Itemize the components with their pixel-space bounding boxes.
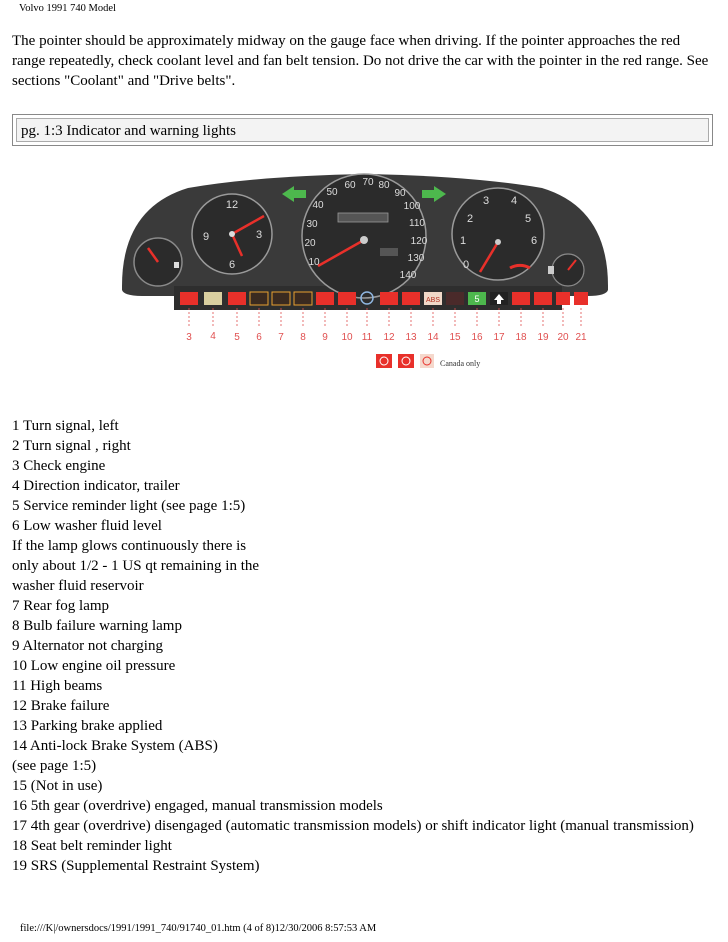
list-item: If the lamp glows continuously there is [12,538,247,554]
service-reminder-lamp [228,292,246,305]
list-item: 11 High beams [12,678,103,694]
callout-number: 10 [341,332,353,343]
list-item: 4 Direction indicator, trailer [12,478,180,494]
srs-lamp [534,292,552,305]
warning-lights-row [180,292,588,305]
callout-number: 4 [210,331,216,342]
callout-number: 20 [557,332,569,343]
list-item: 12 Brake failure [12,698,110,714]
speedo-numeral: 10 [308,257,320,268]
tach-numeral: 0 [462,259,470,271]
callout-number: 19 [537,332,549,343]
speedometer-gauge-icon [302,174,428,298]
list-item: 16 5th gear (overdrive) engaged, manual transmission models [12,798,383,814]
spare-lamp-21 [574,292,588,305]
callout-number: 9 [322,332,328,343]
speedo-numeral: 60 [344,180,356,191]
callout-number: 11 [361,332,373,343]
callout-number: 8 [300,332,306,343]
list-item: 17 4th gear (overdrive) disengaged (automatic transmission models) or shift indicator light (manual transmission) [12,818,694,834]
callout-number: 15 [449,332,461,343]
section-heading-box [12,114,713,146]
list-item: 9 Alternator not charging [12,638,163,654]
list-item: 19 SRS (Supplemental Restraint System) [12,858,260,874]
indicator-list [12,416,712,876]
callout-number: 18 [515,332,527,343]
parking-brake-lamp [402,292,420,305]
callout-number: 17 [493,332,505,343]
callout-number: 7 [278,332,284,343]
speedo-numeral: 130 [407,253,425,264]
speedo-numeral: 70 [362,177,374,188]
section-title: pg. 1:3 Indicator and warning lights [21,123,236,139]
speedo-numeral: 40 [312,200,324,211]
list-item: 8 Bulb failure warning lamp [12,618,182,634]
spare-lamp-20 [556,292,570,305]
tach-numeral: 1 [459,235,467,247]
rear-fog-lamp [272,292,290,305]
intro-paragraph: The pointer should be approximately midway on the gauge face when driving. If the pointer approaches the red range repeatedly, check coolant level and fan belt tension. Do not drive the car with the pointer in the red range. See sections "Coolant" and "Drive belts". [12,33,709,89]
tach-numeral: 3 [482,195,490,207]
bulb-failure-lamp [294,292,312,305]
instrument-panel-figure [118,168,612,380]
speedo-numeral: 140 [399,270,417,281]
list-item: 3 Check engine [12,458,106,474]
canada-only-lamps [376,354,480,368]
speedo-numeral: 110 [409,218,425,229]
oil-pressure-lamp [338,292,356,305]
fuel-gauge-icon [134,238,182,286]
list-item: 5 Service reminder light (see page 1:5) [12,498,246,514]
callout-number: 14 [427,332,439,343]
page-footer-url: file:///K|/ownersdocs/1991/1991_740/91740_01.htm (4 of 8)12/30/2006 8:57:53 AM [20,923,377,934]
callout-number: 21 [575,332,587,343]
callout-number: 13 [405,332,417,343]
speedo-numeral: 30 [306,219,318,230]
list-item: only about 1/2 - 1 US qt remaining in the [12,558,260,574]
section-heading-inner [16,118,709,142]
check-engine-lamp [180,292,198,305]
page-header: Volvo 1991 740 Model [19,3,116,14]
list-item: 1 Turn signal, left [12,418,119,434]
washer-fluid-lamp [250,292,268,305]
canada-only-label: Canada only [440,359,481,368]
canada-lamp-1 [376,354,392,368]
clock-numeral: 3 [255,229,263,241]
list-item: 10 Low engine oil pressure [12,658,176,674]
trailer-indicator-lamp [204,292,222,305]
callout-number: 16 [471,332,483,343]
alternator-lamp [316,292,334,305]
list-item: 18 Seat belt reminder light [12,838,172,854]
clock-numeral: 12 [225,199,239,211]
list-item: 15 (Not in use) [12,778,103,794]
fifth-gear-label: 5 [474,294,480,304]
instrument-panel-illustration [118,168,612,380]
tach-numeral: 2 [466,213,474,225]
tach-numeral: 5 [524,213,532,225]
speedo-numeral: 80 [378,180,390,191]
callout-number: 6 [256,332,262,343]
list-item: (see page 1:5) [12,758,97,774]
tach-numeral: 6 [530,235,538,247]
speedo-numeral: 100 [403,201,421,212]
callout-number: 5 [234,332,240,343]
list-item: washer fluid reservoir [12,578,144,594]
canada-lamp-3 [420,354,434,368]
speedo-numeral: 90 [394,188,406,199]
clock-numeral: 6 [228,259,236,271]
list-item: 7 Rear fog lamp [12,598,110,614]
speedo-numeral: 50 [326,187,338,198]
brake-failure-lamp [380,292,398,305]
tachometer-gauge-icon [452,188,544,280]
unused-lamp [446,292,464,305]
callout-number: 3 [186,332,192,343]
callout-number: 12 [383,332,395,343]
list-item: 14 Anti-lock Brake System (ABS) [12,738,218,754]
clock-gauge-icon [192,194,272,274]
speedo-numeral: 120 [410,236,428,247]
list-item: 6 Low washer fluid level [12,518,162,534]
seat-belt-lamp [512,292,530,305]
abs-lamp-label: ABS [425,297,441,304]
canada-lamp-2 [398,354,414,368]
list-item: 13 Parking brake applied [12,718,163,734]
list-item: 2 Turn signal , right [12,438,131,454]
speedo-numeral: 20 [304,238,316,249]
tach-numeral: 4 [510,195,518,207]
clock-numeral: 9 [202,231,210,243]
